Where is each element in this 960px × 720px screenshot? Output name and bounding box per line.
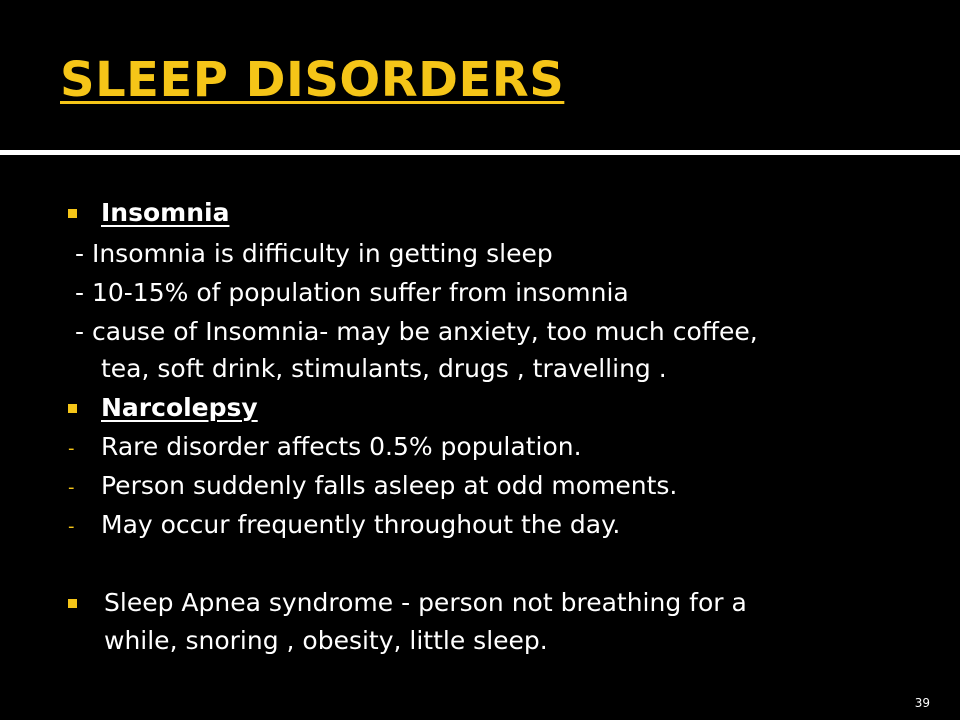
square-bullet-icon bbox=[68, 599, 77, 608]
insomnia-line-3: - cause of Insomnia- may be anxiety, too much coffee, bbox=[75, 317, 758, 346]
apnea-line-2: while, snoring , obesity, little sleep. bbox=[104, 626, 548, 655]
dash-bullet-icon: - bbox=[68, 516, 75, 537]
dash-bullet-icon: - bbox=[68, 438, 75, 459]
apnea-line-1: Sleep Apnea syndrome - person not breathing for a bbox=[104, 588, 747, 617]
insomnia-line-1: - Insomnia is difficulty in getting sleep bbox=[75, 239, 553, 268]
insomnia-line-2: - 10-15% of population suffer from insomnia bbox=[75, 278, 629, 307]
dash-bullet-icon: - bbox=[68, 477, 75, 498]
slide-title: SLEEP DISORDERS bbox=[60, 52, 565, 108]
square-bullet-icon bbox=[68, 209, 77, 218]
insomnia-line-4: tea, soft drink, stimulants, drugs , travelling . bbox=[101, 354, 667, 383]
title-divider bbox=[0, 150, 960, 155]
narcolepsy-item-3: May occur frequently throughout the day. bbox=[101, 510, 621, 539]
narcolepsy-item-2: Person suddenly falls asleep at odd moments. bbox=[101, 471, 678, 500]
page-number: 39 bbox=[914, 696, 930, 710]
insomnia-heading: Insomnia bbox=[101, 198, 230, 227]
narcolepsy-item-1: Rare disorder affects 0.5% population. bbox=[101, 432, 582, 461]
square-bullet-icon bbox=[68, 404, 77, 413]
narcolepsy-heading: Narcolepsy bbox=[101, 393, 258, 422]
